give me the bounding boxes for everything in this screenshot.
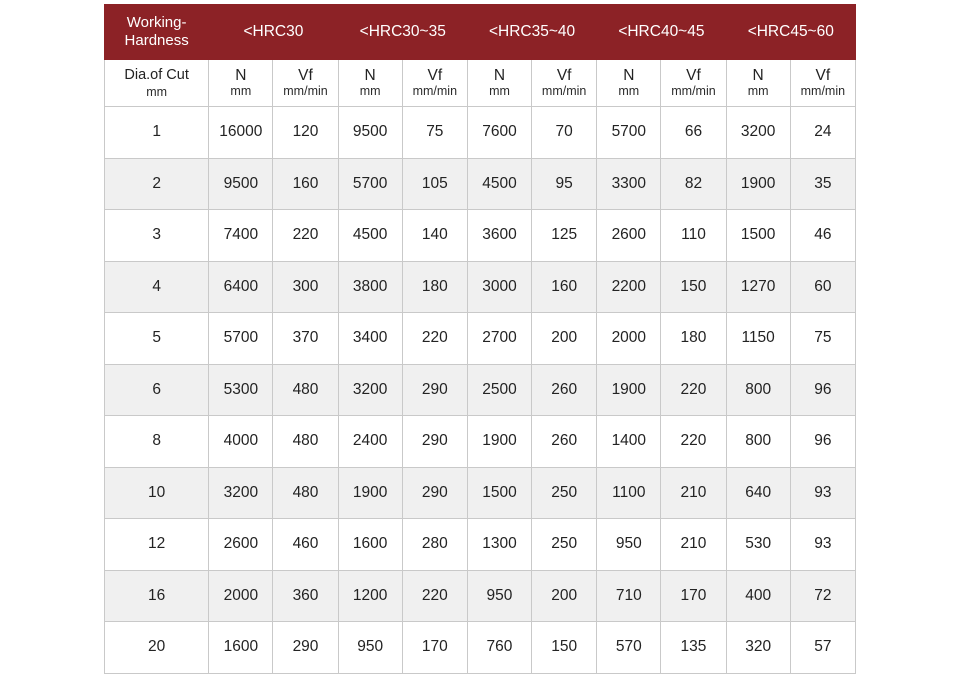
cell-value: 530 [726,519,790,571]
cell-value: 360 [273,570,338,622]
dia-value: 2 [105,158,209,210]
cell-value: 1300 [467,519,531,571]
hardness-group-1: <HRC30 [209,5,338,60]
cell-value: 5700 [597,107,661,159]
subheader-vf-3 [532,60,597,107]
cell-value: 220 [402,313,467,365]
hardness-group-5: <HRC45~60 [726,5,855,60]
cell-value: 2600 [209,519,273,571]
cell-value: 760 [467,622,531,674]
cell-value: 135 [661,622,726,674]
cell-value: 1270 [726,261,790,313]
cell-value: 320 [726,622,790,674]
cell-value: 950 [467,570,531,622]
cell-value: 57 [790,622,855,674]
cell-value: 220 [273,210,338,262]
subheader-symbol: Vf [298,66,313,84]
cell-value: 1200 [338,570,402,622]
cell-value: 2000 [209,570,273,622]
subheader-unit: mm [230,84,252,99]
subheader-n-2 [338,60,402,107]
cell-value: 250 [532,519,597,571]
cell-value: 1150 [726,313,790,365]
cell-value: 3400 [338,313,402,365]
table-row [105,261,856,313]
cell-value: 3000 [467,261,531,313]
cell-value: 72 [790,570,855,622]
subheader-symbol: Vf [815,66,831,84]
cell-value: 5300 [209,364,273,416]
cell-value: 3200 [726,107,790,159]
cell-value: 710 [597,570,661,622]
subheader-symbol: N [235,66,247,84]
table-row [105,467,856,519]
cutting-parameters-table [104,4,856,674]
cell-value: 200 [532,570,597,622]
cell-value: 3600 [467,210,531,262]
subheader-symbol: N [493,66,506,84]
dia-value: 1 [105,107,209,159]
cell-value: 950 [338,622,402,674]
cell-value: 105 [402,158,467,210]
cell-value: 180 [402,261,467,313]
cell-value: 16000 [209,107,273,159]
cell-value: 220 [661,364,726,416]
cell-value: 480 [273,467,338,519]
cell-value: 280 [402,519,467,571]
cell-value: 66 [661,107,726,159]
cell-value: 300 [273,261,338,313]
dia-value: 10 [105,467,209,519]
cell-value: 9500 [338,107,402,159]
cell-value: 170 [661,570,726,622]
cell-value: 1900 [467,416,531,468]
table-row [105,158,856,210]
cell-value: 1400 [597,416,661,468]
cell-value: 93 [790,467,855,519]
dia-value: 6 [105,364,209,416]
cell-value: 290 [402,364,467,416]
cell-value: 400 [726,570,790,622]
cutting-parameters-table-container [104,4,856,674]
cell-value: 150 [661,261,726,313]
cell-value: 60 [790,261,855,313]
table-row [105,519,856,571]
dia-value: 20 [105,622,209,674]
cell-value: 640 [726,467,790,519]
subheader-symbol: Vf [427,66,443,84]
cell-value: 480 [273,416,338,468]
cell-value: 7400 [209,210,273,262]
cell-value: 3800 [338,261,402,313]
subheader-symbol: N [623,66,635,84]
cell-value: 4500 [467,158,531,210]
cell-value: 4000 [209,416,273,468]
subheader-n-4 [597,60,661,107]
cell-value: 250 [532,467,597,519]
cell-value: 2400 [338,416,402,468]
table-row [105,622,856,674]
table-row [105,416,856,468]
cell-value: 125 [532,210,597,262]
hardness-group-4: <HRC40~45 [597,5,726,60]
cell-value: 220 [661,416,726,468]
cell-value: 290 [402,416,467,468]
table-row [105,364,856,416]
cell-value: 9500 [209,158,273,210]
subheader-vf-2 [402,60,467,107]
dia-value: 16 [105,570,209,622]
cell-value: 180 [661,313,726,365]
subheader-unit: mm/min [800,84,846,99]
cell-value: 3200 [338,364,402,416]
cell-value: 1600 [338,519,402,571]
cell-value: 75 [790,313,855,365]
cell-value: 95 [532,158,597,210]
cell-value: 290 [402,467,467,519]
corner-header-line1: Working- [126,14,187,31]
table-header-row-hardness [105,5,856,60]
corner-header-line2: Hardness [124,32,189,49]
subheader-vf-5 [790,60,855,107]
cell-value: 110 [661,210,726,262]
subheader-n-5 [726,60,790,107]
cell-value: 950 [597,519,661,571]
dia-value: 12 [105,519,209,571]
cell-value: 96 [790,416,855,468]
subheader-unit: mm/min [671,84,716,99]
cell-value: 7600 [467,107,531,159]
cell-value: 150 [532,622,597,674]
subheader-symbol: Vf [556,66,572,84]
subheader-symbol: N [752,66,764,84]
subheader-n-1 [209,60,273,107]
cell-value: 210 [661,519,726,571]
subheader-unit: mm/min [412,84,458,99]
dia-value: 3 [105,210,209,262]
cell-value: 1900 [338,467,402,519]
cell-value: 93 [790,519,855,571]
cell-value: 4500 [338,210,402,262]
dia-of-cut-unit: mm [146,84,168,99]
cell-value: 35 [790,158,855,210]
cell-value: 260 [532,364,597,416]
table-header-row-units [105,60,856,107]
cell-value: 5700 [338,158,402,210]
cell-value: 120 [273,107,338,159]
cell-value: 210 [661,467,726,519]
cell-value: 260 [532,416,597,468]
dia-of-cut-header [105,60,209,107]
subheader-vf-4 [661,60,726,107]
table-row [105,570,856,622]
cell-value: 480 [273,364,338,416]
cell-value: 1900 [726,158,790,210]
hardness-group-3: <HRC35~40 [467,5,596,60]
cell-value: 2700 [467,313,531,365]
cell-value: 1100 [597,467,661,519]
cell-value: 70 [532,107,597,159]
cell-value: 160 [532,261,597,313]
cell-value: 460 [273,519,338,571]
cell-value: 96 [790,364,855,416]
subheader-unit: mm/min [541,84,587,99]
cell-value: 5700 [209,313,273,365]
cell-value: 2200 [597,261,661,313]
cell-value: 290 [273,622,338,674]
table-row [105,313,856,365]
subheader-vf-1 [273,60,338,107]
cell-value: 800 [726,364,790,416]
cell-value: 3200 [209,467,273,519]
cell-value: 46 [790,210,855,262]
cell-value: 2000 [597,313,661,365]
dia-value: 4 [105,261,209,313]
cell-value: 6400 [209,261,273,313]
subheader-symbol: N [364,66,376,84]
cell-value: 1900 [597,364,661,416]
cell-value: 75 [402,107,467,159]
dia-value: 8 [105,416,209,468]
corner-header-working-hardness [105,5,209,60]
cell-value: 140 [402,210,467,262]
subheader-unit: mm [489,84,510,99]
cell-value: 570 [597,622,661,674]
cell-value: 3300 [597,158,661,210]
cell-value: 370 [273,313,338,365]
dia-of-cut-label: Dia.of Cut [124,67,189,84]
table-row [105,107,856,159]
cell-value: 160 [273,158,338,210]
cell-value: 1500 [467,467,531,519]
cell-value: 220 [402,570,467,622]
cell-value: 1600 [209,622,273,674]
dia-value: 5 [105,313,209,365]
cell-value: 1500 [726,210,790,262]
table-row [105,210,856,262]
cell-value: 800 [726,416,790,468]
cell-value: 200 [532,313,597,365]
subheader-symbol: Vf [686,66,701,84]
cell-value: 82 [661,158,726,210]
cell-value: 170 [402,622,467,674]
hardness-group-2: <HRC30~35 [338,5,467,60]
subheader-n-3 [467,60,531,107]
cell-value: 24 [790,107,855,159]
subheader-unit: mm [747,84,769,99]
cell-value: 2600 [597,210,661,262]
cell-value: 2500 [467,364,531,416]
subheader-unit: mm [618,84,640,99]
subheader-unit: mm [359,84,381,99]
subheader-unit: mm/min [283,84,328,99]
